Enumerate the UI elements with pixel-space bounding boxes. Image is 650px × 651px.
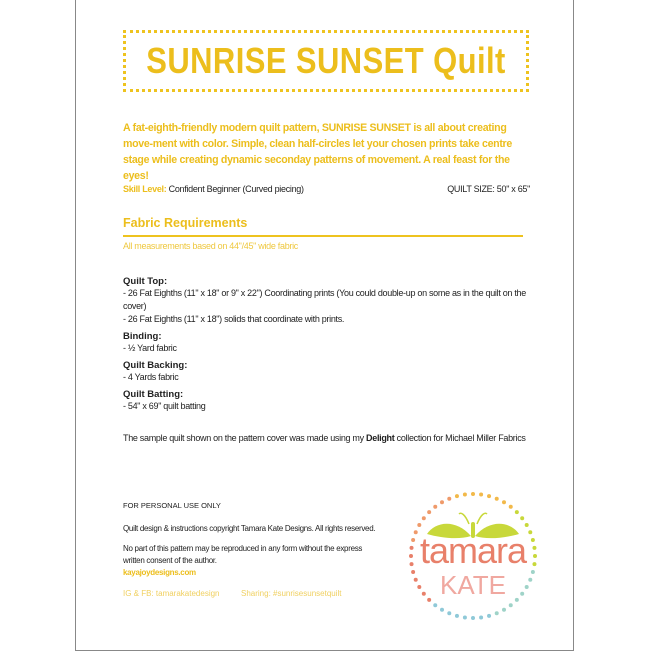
logo-dot <box>417 523 421 527</box>
logo-dot <box>487 494 491 498</box>
title-box <box>123 30 529 92</box>
collection-name: Delight <box>366 433 395 443</box>
website-link[interactable]: kayajoydesigns.com <box>123 568 196 577</box>
sample-note <box>123 432 526 445</box>
logo-dot <box>440 608 444 612</box>
sample-text: collection for Michael Miller Fabrics <box>394 433 526 443</box>
notice-line: written consent of the author. <box>123 556 217 565</box>
logo-dot <box>525 523 529 527</box>
logo-dot <box>495 497 499 501</box>
logo-dot <box>509 505 513 509</box>
page-title: SUNRISE SUNSET Quilt <box>146 40 506 81</box>
logo-dot <box>479 615 483 619</box>
section-batting <box>123 389 543 413</box>
list-item: - 4 Yards fabric <box>123 372 179 382</box>
list-item: - 54" x 69" quilt batting <box>123 401 206 411</box>
logo-dot <box>502 608 506 612</box>
logo-dot <box>471 616 475 620</box>
logo-dot <box>487 614 491 618</box>
logo-dot <box>455 494 459 498</box>
fabric-heading: Fabric Requirements <box>123 216 248 230</box>
social-handle: IG & FB: tamarakatedesign <box>123 589 220 598</box>
logo-dot <box>463 493 467 497</box>
notice-line: No part of this pattern may be reproduced in any form without the express <box>123 544 363 553</box>
skill-label: Skill Level: <box>123 184 167 194</box>
reproduction-notice <box>123 543 362 579</box>
logo-dot <box>463 615 467 619</box>
logo-dot <box>455 614 459 618</box>
logo-dot <box>427 510 431 514</box>
logo-dot <box>515 510 519 514</box>
section-binding <box>123 331 543 355</box>
section-heading: Quilt Batting: <box>123 389 184 400</box>
logo-dot <box>495 611 499 615</box>
section-heading: Binding: <box>123 331 162 342</box>
quilt-size: QUILT SIZE: 50" x 65" <box>447 184 530 194</box>
section-heading: Quilt Backing: <box>123 360 188 371</box>
section-heading: Quilt Top: <box>123 276 168 287</box>
section-quilt-top <box>123 276 543 326</box>
logo-dot <box>471 492 475 496</box>
logo-dot <box>479 493 483 497</box>
sample-text: The sample quilt shown on the pattern cover was made using my <box>123 433 367 443</box>
intro-text: A fat-eighth-friendly modern quilt pattern, SUNRISE SUNSET is all about creating move-ment with color. Simple, clean half-circles let your chosen prints take centre stage while creating dynamic seconday patterns of movement. A real feast for the eyes! <box>123 122 512 182</box>
divider <box>123 235 523 237</box>
sharing-hashtag: Sharing: #sunrisesunsetquilt <box>241 589 342 598</box>
logo-dot <box>433 505 437 509</box>
logo-dot <box>502 500 506 504</box>
logo-name: tamara <box>419 530 527 571</box>
logo-dot <box>422 516 426 520</box>
tamara-kate-logo <box>405 488 541 624</box>
logo-dot <box>447 497 451 501</box>
logo-dot <box>440 500 444 504</box>
section-backing <box>123 360 543 384</box>
skill-value: Confident Beginner (Curved piecing) <box>168 184 304 194</box>
logo-dot <box>509 603 513 607</box>
skill-level <box>123 184 304 194</box>
list-item: - ½ Yard fabric <box>123 343 177 353</box>
list-item: - 26 Fat Eighths (11" x 18") solids that coordinate with prints. <box>123 314 345 324</box>
fabric-note: All measurements based on 44"/45" wide fabric <box>123 241 298 251</box>
personal-use: FOR PERSONAL USE ONLY <box>123 501 221 510</box>
logo-dot <box>433 603 437 607</box>
requirements <box>123 276 543 413</box>
copyright: Quilt design & instructions copyright Tamara Kate Designs. All rights reserved. <box>123 524 376 533</box>
list-item: - 26 Fat Eighths (11" x 18" or 9" x 22") Coordinating prints (You could double-up on some as in the quilt on the cover) <box>123 288 526 311</box>
logo-dot <box>520 516 524 520</box>
logo-dot <box>447 611 451 615</box>
logo-surname: KATE <box>440 570 506 600</box>
